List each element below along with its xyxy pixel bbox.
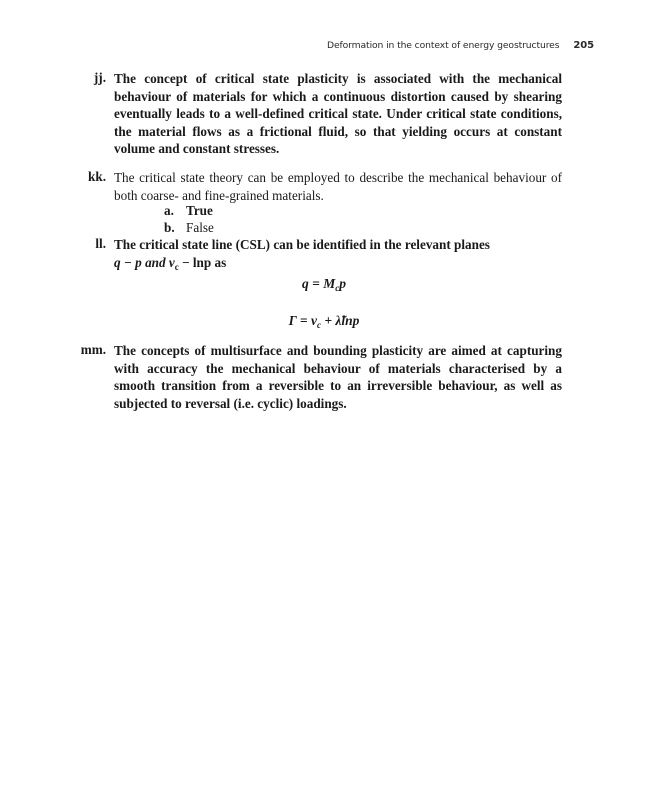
question-text — [114, 236, 562, 271]
eq1-pre: q = M — [302, 276, 336, 291]
equation-csl-q-p — [0, 276, 648, 292]
plane-text-pre: q − p and v — [114, 254, 175, 270]
page-number: 205 — [573, 40, 594, 51]
question-text: The concept of critical state plasticity is associated with the mechanical behaviour of materials for which a continuous distortion caused by shearing eventually leads to a well-defined critical state. Under critical state conditions, the material flows as a frictional fluid, so that yielding occurs at constant volume and constant stresses. — [114, 71, 562, 157]
option-label: b. — [164, 220, 175, 235]
question-label: kk. — [88, 169, 106, 184]
eq2-pre: Γ = v — [288, 313, 317, 328]
plane-text-post: − lnp as — [178, 254, 227, 270]
option-b — [164, 220, 214, 236]
question-jj — [93, 70, 562, 158]
running-head — [327, 40, 594, 51]
question-kk — [88, 169, 562, 204]
question-text-line1: The critical state line (CSL) can be identified in the relevant planes — [114, 237, 490, 252]
option-a — [164, 203, 213, 219]
subscript: c — [174, 261, 179, 272]
eq2-post: + λ̃lnp — [320, 313, 360, 328]
option-label: a. — [164, 203, 174, 218]
option-text: False — [186, 220, 214, 235]
question-label: ll. — [95, 236, 106, 251]
eq1-post: p — [339, 276, 346, 291]
question-text: The critical state theory can be employed to describe the mechanical behaviour of both coarse- and fine-grained materials. — [114, 170, 562, 203]
option-text: True — [186, 203, 213, 218]
question-text: The concepts of multisurface and bounding plasticity are aimed at capturing with accuracy the mechanical behaviour of materials characterised by a smooth transition from a reversible to an irreversible behaviour, as well as subjected to reversal (i.e. cyclic) loadings. — [114, 343, 562, 411]
equation-csl-v-lnp — [0, 313, 648, 329]
question-mm — [80, 342, 562, 412]
eq2-sub: c — [316, 320, 321, 330]
running-title: Deformation in the context of energy geostructures — [326, 40, 560, 51]
eq1-sub: c — [335, 283, 340, 293]
question-label: mm. — [80, 342, 106, 357]
question-ll — [95, 236, 562, 272]
question-label: jj. — [93, 70, 106, 85]
